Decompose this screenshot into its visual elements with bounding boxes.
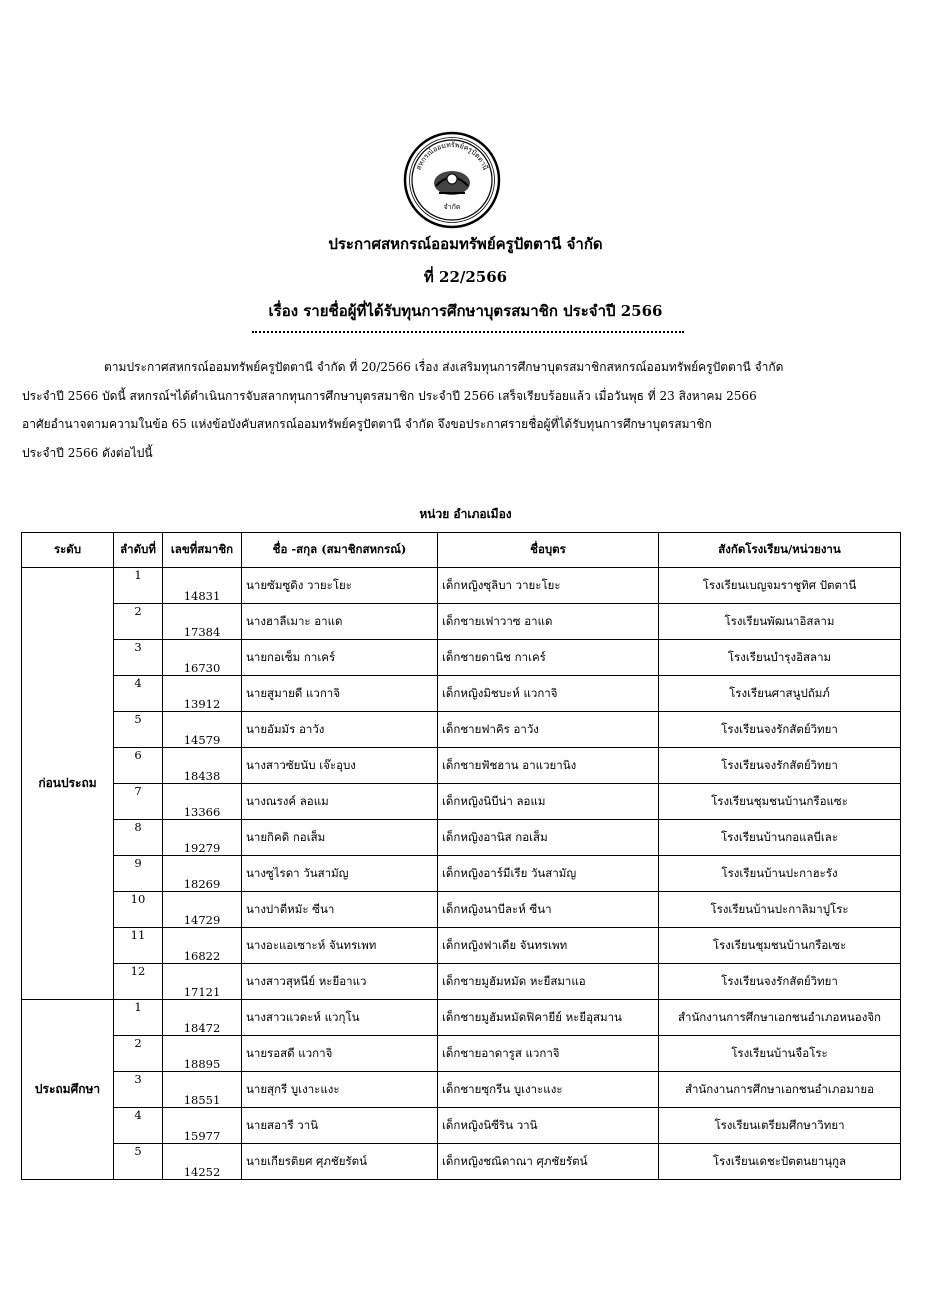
school-cell: โรงเรียนบ้านปะกาฮะรัง [659,856,901,892]
body-line-4: ประจำปี 2566 ดังต่อไปนี้ [22,445,153,460]
cooperative-seal [403,131,501,229]
child-name-cell: เด็กชายเฟาวาซ อาแด [438,604,659,640]
child-name-cell: เด็กหญิงซุลิบา วายะโยะ [438,568,659,604]
header-child-name: ชื่อบุตร [438,533,659,568]
member-name-cell: นางณรงค์ ลอแม [242,784,438,820]
member-no-cell: 18438 [163,748,242,784]
seq-cell: 5 [114,712,163,748]
table-row [22,928,901,964]
announcement-body [22,353,902,467]
table-row [22,1144,901,1180]
announcement-number: ที่ 22/2566 [423,268,508,286]
school-cell: โรงเรียนเบญจมราชูทิศ ปัตตานี [659,568,901,604]
member-name-cell: นางสาวแวดะห์ แวกุโน [242,1000,438,1036]
table-row [22,1108,901,1144]
seq-cell: 1 [114,568,163,604]
child-name-cell: เด็กหญิงอานิส กอเส็ม [438,820,659,856]
seq-cell: 3 [114,1072,163,1108]
child-name-cell: เด็กหญิงอาร์มีเรีย วันสามัญ [438,856,659,892]
member-no-cell: 19279 [163,820,242,856]
body-line-2: ประจำปี 2566 บัดนี้ สหกรณ์ฯได้ดำเนินการจับสลากทุนการศึกษาบุตรสมาชิก ประจำปี 2566 เสร็จเรียบร้อยแล้ว เมื่อวันพุธ ที่ 23 สิงหาคม 2566 [22,388,757,403]
seq-cell: 11 [114,928,163,964]
child-name-cell: เด็กชายดานิช กาเคร์ [438,640,659,676]
header-level: ระดับ [22,533,114,568]
table-row [22,1036,901,1072]
header-seq: ลำดับที่ [114,533,163,568]
member-no-cell: 16822 [163,928,242,964]
member-no-cell: 14729 [163,892,242,928]
member-no-cell: 13912 [163,676,242,712]
child-name-cell: เด็กชายซุกรีน บูเงาะแงะ [438,1072,659,1108]
school-cell: โรงเรียนจงรักสัตย์วิทยา [659,712,901,748]
seq-cell: 5 [114,1144,163,1180]
table-row [22,1000,901,1036]
member-no-cell: 18472 [163,1000,242,1036]
seq-cell: 7 [114,784,163,820]
unit-label: หน่วย อำเภอเมือง [419,507,512,521]
school-cell: โรงเรียนเตรียมศึกษาวิทยา [659,1108,901,1144]
school-cell: โรงเรียนศาสนูปถัมภ์ [659,676,901,712]
school-cell: สำนักงานการศึกษาเอกชนอำเภอมายอ [659,1072,901,1108]
member-name-cell: นายเกียรติยศ ศุภชัยรัตน์ [242,1144,438,1180]
table-row [22,856,901,892]
seq-cell: 12 [114,964,163,1000]
dotted-divider [252,331,684,333]
level-cell: ก่อนประถม [22,568,114,1000]
member-name-cell: นายรอสดี แวกาจิ [242,1036,438,1072]
header-member-no: เลขที่สมาชิก [163,533,242,568]
announcement-title: ประกาศสหกรณ์ออมทรัพย์ครูปัตตานี จำกัด [328,235,603,253]
member-name-cell: นางปาตีหมัะ ซีนา [242,892,438,928]
table-row [22,676,901,712]
table-row [22,568,901,604]
seq-cell: 4 [114,676,163,712]
member-no-cell: 13366 [163,784,242,820]
member-no-cell: 14252 [163,1144,242,1180]
member-name-cell: นายสูมายดี แวกาจิ [242,676,438,712]
member-no-cell: 18551 [163,1072,242,1108]
seq-cell: 10 [114,892,163,928]
seq-cell: 2 [114,1036,163,1072]
child-name-cell: เด็กหญิงมิชบะห์ แวกาจิ [438,676,659,712]
level-cell: ประถมศึกษา [22,1000,114,1180]
member-name-cell: นายอัมมัร อาวัง [242,712,438,748]
school-cell: โรงเรียนบ้านกอแลบีเละ [659,820,901,856]
child-name-cell: เด็กหญิงชณิดาณา ศุภชัยรัตน์ [438,1144,659,1180]
table-row [22,964,901,1000]
school-cell: โรงเรียนชุมชนบ้านกรือแซะ [659,784,901,820]
table-row [22,640,901,676]
header-school: สังกัดโรงเรียน/หน่วยงาน [659,533,901,568]
school-cell: โรงเรียนจงรักสัตย์วิทยา [659,748,901,784]
member-name-cell: นายสอารี วานิ [242,1108,438,1144]
body-line-1: ตามประกาศสหกรณ์ออมทรัพย์ครูปัตตานี จำกัด ที่ 20/2566 เรื่อง ส่งเสริมทุนการศึกษาบุตรสมาชิกสหกรณ์ออมทรัพย์ครูปัตตานี จำกัด [104,360,784,374]
seal-text-bottom: จำกัด [443,203,461,211]
member-no-cell: 14831 [163,568,242,604]
child-name-cell: เด็กชายฟัชฮาน อาแวยานิง [438,748,659,784]
member-name-cell: นางซูไรดา วันสามัญ [242,856,438,892]
seq-cell: 1 [114,1000,163,1036]
header-member-name: ชื่อ -สกุล (สมาชิกสหกรณ์) [242,533,438,568]
school-cell: โรงเรียนจงรักสัตย์วิทยา [659,964,901,1000]
seq-cell: 9 [114,856,163,892]
member-no-cell: 15977 [163,1108,242,1144]
table-row [22,748,901,784]
announcement-subject: เรื่อง รายชื่อผู้ที่ได้รับทุนการศึกษาบุตรสมาชิก ประจำปี 2566 [268,302,663,320]
school-cell: โรงเรียนเดชะปัตตนยานุกูล [659,1144,901,1180]
school-cell: สำนักงานการศึกษาเอกชนอำเภอหนองจิก [659,1000,901,1036]
seq-cell: 6 [114,748,163,784]
member-no-cell: 16730 [163,640,242,676]
member-no-cell: 17121 [163,964,242,1000]
member-name-cell: นางฮาลีเมาะ อาแด [242,604,438,640]
recipients-table [21,532,901,1180]
school-cell: โรงเรียนบำรุงอิสลาม [659,640,901,676]
seq-cell: 4 [114,1108,163,1144]
member-name-cell: นางสาวซัยนับ เจ๊ะอุบง [242,748,438,784]
table-row [22,820,901,856]
seal-text-top: สหกรณ์ออมทรัพย์ครูปัตตานี [414,140,490,172]
member-no-cell: 14579 [163,712,242,748]
body-line-3: อาศัยอำนาจตามความในข้อ 65 แห่งข้อบังคับสหกรณ์ออมทรัพย์ครูปัตตานี จำกัด จึงขอประกาศรายชื่อผู้ที่ได้รับทุนการศึกษาบุตรสมาชิก [22,417,712,431]
member-name-cell: นายซัมซูดิง วายะโยะ [242,568,438,604]
member-no-cell: 18895 [163,1036,242,1072]
member-name-cell: นายกิคดิ กอเส็ม [242,820,438,856]
child-name-cell: เด็กชายมูฮัมหมัดฟิคายีย์ หะยีอุสมาน [438,1000,659,1036]
member-name-cell: นายกอเซ็ม กาเคร์ [242,640,438,676]
child-name-cell: เด็กหญิงนาบีละห์ ซีนา [438,892,659,928]
member-name-cell: นางสาวสุหนีย์ หะยีอาแว [242,964,438,1000]
school-cell: โรงเรียนบ้านปะกาลิมาปูโระ [659,892,901,928]
child-name-cell: เด็กหญิงนิบีน่า ลอแม [438,784,659,820]
table-header-row [22,533,901,568]
member-name-cell: นายสุกรี บูเงาะแงะ [242,1072,438,1108]
member-no-cell: 17384 [163,604,242,640]
school-cell: โรงเรียนบ้านจือโระ [659,1036,901,1072]
child-name-cell: เด็กหญิงฟาเดีย จันทรเพท [438,928,659,964]
seq-cell: 3 [114,640,163,676]
seq-cell: 2 [114,604,163,640]
child-name-cell: เด็กชายมูฮัมหมัด หะยีสมาแอ [438,964,659,1000]
school-cell: โรงเรียนพัฒนาอิสลาม [659,604,901,640]
table-row [22,784,901,820]
member-name-cell: นางอะแอเซาะห์ จันทรเพท [242,928,438,964]
member-no-cell: 18269 [163,856,242,892]
table-row [22,892,901,928]
child-name-cell: เด็กชายฟาคิร อาวัง [438,712,659,748]
child-name-cell: เด็กชายอาดารูส แวกาจิ [438,1036,659,1072]
table-row [22,1072,901,1108]
child-name-cell: เด็กหญิงนิซีริน วานิ [438,1108,659,1144]
table-row [22,712,901,748]
seq-cell: 8 [114,820,163,856]
school-cell: โรงเรียนชุมชนบ้านกรือเซะ [659,928,901,964]
table-row [22,604,901,640]
